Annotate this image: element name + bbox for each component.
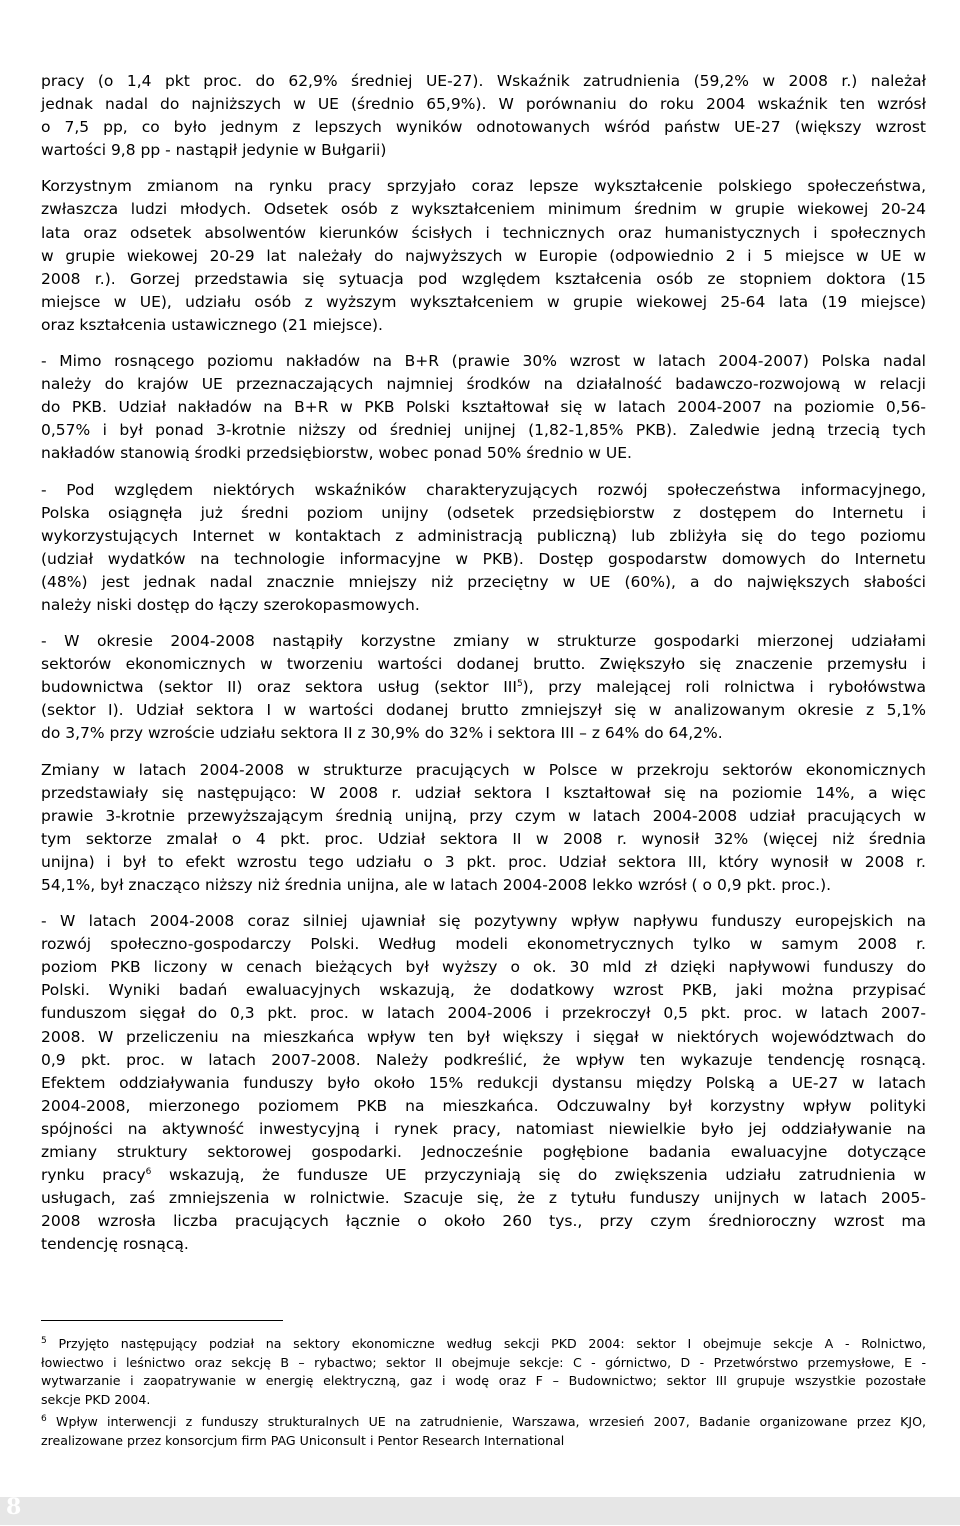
paragraph <box>41 350 926 465</box>
footnote-ref: 5 <box>516 679 523 690</box>
page-footer-bar <box>0 1497 960 1525</box>
text-line: oraz kształcenia ustawicznego (21 miejsce). <box>41 315 383 334</box>
text-line: (48%) jest jednak nadal znacznie mniejszy niż przeciętny w UE (60%), a do największych słabości <box>41 572 926 591</box>
paragraph <box>41 479 926 618</box>
body-text <box>41 70 926 1270</box>
text-line: (sektor I). Udział sektora I w wartości dodanej brutto zmniejszył się w analizowanym okresie z 5,1% <box>41 701 926 720</box>
footnote-line: sekcje PKD 2004. <box>41 1392 151 1408</box>
text-line: prawie 3-krotnie przewyższającym średnią unijną, przy czym w latach 2004-2008 udział pracujących w <box>41 806 926 825</box>
text-line: - Mimo rosnącego poziomu nakładów na B+R (prawie 30% wzrost w latach 2004-2007) Polska nadal <box>41 352 926 371</box>
text-line: 54,1%, był znacząco niższy niż średnia unijna, ale w latach 2004-2008 lekko wzrósł ( o 0,9 pkt. proc.). <box>41 876 832 894</box>
text-line: pracy (o 1,4 pkt proc. do 62,9% średniej UE-27). Wskaźnik zatrudnienia (59,2% w 2008 r.) należał <box>41 72 926 90</box>
paragraph <box>41 70 926 162</box>
text-line: przedstawiały się następująco: W 2008 r. udział sektora I kształtował się na poziomie 14%, a więc <box>41 783 926 802</box>
footnote-line: łowiectwo i leśnictwo oraz sekcję B – rybactwo; sektor II obejmuje sekcje: C - górnictwo, D - Przetwórstwo przemysłowe, E - <box>41 1354 926 1370</box>
footnotes <box>41 1335 926 1453</box>
text-line: w grupie wiekowej 20-29 lat należały do najwyższych w Europie (odpowiednio 2 i 5 miejsce w UE w <box>41 246 926 265</box>
text-line: lata oraz odsetek absolwentów kierunków ścisłych i technicznych oraz humanistycznych i społecznych <box>41 223 926 242</box>
text-line: unijna) i był to efekt wzrostu tego udziału o 3 pkt. proc. Udział sektora III, który wynosił w 2008 r. <box>41 852 926 871</box>
text-line: (udział wydatków na technologie informacyjne w PKB). Dostęp gospodarstw domowych do Internetu <box>41 549 926 568</box>
text-line: 2008. W przeliczeniu na mieszkańca wpływ ten był większy i sięgał w niektórych województwach do <box>41 1027 926 1046</box>
text-line: zmiany struktury sektorowej gospodarki. Jednocześnie pogłębione badania ewaluacyjne dotyczące <box>41 1143 926 1162</box>
footnote-number: 6 <box>41 1413 47 1424</box>
paragraph <box>41 630 926 745</box>
text-line: sektorów ekonomicznych w tworzeniu wartości dodanej brutto. Zwiększyło się znaczenie przemysłu i <box>41 655 926 674</box>
footnote-number: 5 <box>41 1335 47 1346</box>
text-line: nakładów stanowią środki przedsiębiorstw, wobec ponad 50% średnio w UE. <box>41 444 632 463</box>
text-line: Efektem oddziaływania funduszy było około 15% redukcji dystansu między Polską a UE-27 w latach <box>41 1073 926 1092</box>
footnote <box>41 1413 926 1450</box>
paragraph <box>41 910 926 1256</box>
text-line: do PKB. Udział nakładów na B+R w PKB Polski kształtował się w latach 2004-2007 na poziomie 0,56- <box>41 398 926 417</box>
footnote-line: $^5$ Przyjęto następujący podział na sektory ekonomiczne według sekcji PKD 2004: sektor I obejmuje sekcje A - Rolnictwo, <box>41 1335 926 1351</box>
text-line: o 7,5 pp, co było jednym z lepszych wyników odnotowanych wśród państw UE-27 (większy wzrost <box>41 118 926 137</box>
footnote-separator <box>41 1320 283 1321</box>
text-line: - Pod względem niektórych wskaźników charakteryzujących rozwój społeczeństwa informacyjnego, <box>41 480 926 499</box>
text-line: budownictwa (sektor II) oraz sektora usług (sektor III$^5$), przy malejącej roli rolnictwa i rybołówstwa <box>41 678 926 697</box>
footnote-line: $^6$ Wpływ interwencji z funduszy strukturalnych UE na zatrudnienie, Warszawa, wrzesień 2007, Badanie organizowane przez KJO, <box>41 1413 926 1429</box>
text-line: miejsce w UE), udziału osób z wyższym wykształceniem w grupie wiekowej 25-64 lata (19 miejsce) <box>41 292 926 311</box>
text-line: jednak nadal do najniższych w UE (średnio 65,9%). W porównaniu do roku 2004 wskaźnik ten wzrósł <box>41 95 926 114</box>
text-line: funduszom sięgał do 0,3 pkt. proc. w latach 2004-2006 i przekroczył 0,5 pkt. proc. w latach 2007- <box>41 1004 926 1023</box>
text-line: tendencję rosnącą. <box>41 1235 189 1254</box>
text-line: poziom PKB liczony w cenach bieżących był wyższy o ok. 30 mld zł dzięki napływowi funduszy do <box>41 958 926 977</box>
text-line: wykorzystujących Internet w kontaktach z administracją publiczną) lub zbliżyła się do tego poziomu <box>41 526 926 545</box>
text-line: rynku pracy$^6$ wskazują, że fundusze UE przyczyniają się do zwiększenia udziału zatrudnienia w <box>41 1166 927 1185</box>
text-line: Polska osiągnęła już średni poziom unijny (odsetek przedsiębiorstw z dostępem do Internetu i <box>41 503 926 522</box>
text-line: Korzystnym zmianom na rynku pracy sprzyjało coraz lepsze wykształcenie polskiego społeczeństwa, <box>41 177 926 196</box>
page-number: 8 <box>6 1494 22 1520</box>
text-line: usługach, zaś zmniejszenia w rolnictwie. Szacuje się, że z tytułu funduszy unijnych w latach 2005- <box>41 1189 926 1208</box>
footnote-line: zrealizowane przez konsorcjum firm PAG Uniconsult i Pentor Research International <box>41 1432 565 1448</box>
paragraph <box>41 759 926 898</box>
footnote <box>41 1335 926 1410</box>
text-line: 2008 r.). Gorzej przedstawia się sytuacja pod względem kształcenia osób ze stopniem doktora (15 <box>41 269 926 288</box>
text-line: - W latach 2004-2008 coraz silniej ujawniał się pozytywny wpływ napływu funduszy europejskich na <box>41 912 926 931</box>
text-line: 0,9 pkt. proc. w latach 2007-2008. Należy podkreślić, że wpływ ten wykazuje tendencję rosnącą. <box>41 1050 926 1069</box>
text-line: 0,57% i był ponad 3-krotnie niższy od średniej unijnej (1,82-1,85% PKB). Zaledwie jedną trzecią tych <box>41 421 926 440</box>
text-line: tym sektorze zmalał o 4 pkt. proc. Udział sektora II w 2008 r. wynosił 32% (więcej niż średnia <box>41 829 926 848</box>
text-line: zwłaszcza ludzi młodych. Odsetek osób z wykształceniem minimum średnim w grupie wiekowej 20-24 <box>41 200 926 219</box>
footnote-ref: 6 <box>145 1166 152 1177</box>
text-line: rozwój społeczno-gospodarczy Polski. Według modeli ekonometrycznych tylko w samym 2008 r. <box>41 935 926 954</box>
text-line: wartości 9,8 pp - nastąpił jedynie w Bułgarii) <box>41 141 387 160</box>
text-line: - W okresie 2004-2008 nastąpiły korzystne zmiany w strukturze gospodarki mierzonej udziałami <box>41 632 926 651</box>
footnote-line: wytwarzanie i zaopatrywanie w energię elektryczną, gaz i wodę oraz F – Budownictwo; sektor III grupuje wszystkie pozostałe <box>41 1373 926 1389</box>
text-line: spójności na aktywność inwestycyjną i rynek pracy, natomiast niewielkie było jej oddziaływanie na <box>41 1119 926 1138</box>
paragraph <box>41 175 926 337</box>
text-line: Zmiany w latach 2004-2008 w strukturze pracujących w Polsce w przekroju sektorów ekonomicznych <box>41 760 926 779</box>
text-line: Polski. Wyniki badań ewaluacyjnych wskazują, że dodatkowy wzrost PKB, jaki można przypisać <box>41 981 926 1000</box>
text-line: należy niski dostęp do łączy szerokopasmowych. <box>41 595 420 614</box>
text-line: do 3,7% przy wzroście udziału sektora II z 30,9% do 32% i sektora III – z 64% do 64,2%. <box>41 724 723 743</box>
text-line: 2004-2008, mierzonego poziomem PKB na mieszkańca. Odczuwalny był korzystny wpływ polityki <box>41 1096 926 1115</box>
text-line: 2008 wzrosła liczba pracujących łącznie o około 260 tys., przy czym średnioroczny wzrost ma <box>41 1212 926 1231</box>
text-line: należy do krajów UE przeznaczających najmniej środków na działalność badawczo-rozwojową w relacji <box>41 375 926 394</box>
